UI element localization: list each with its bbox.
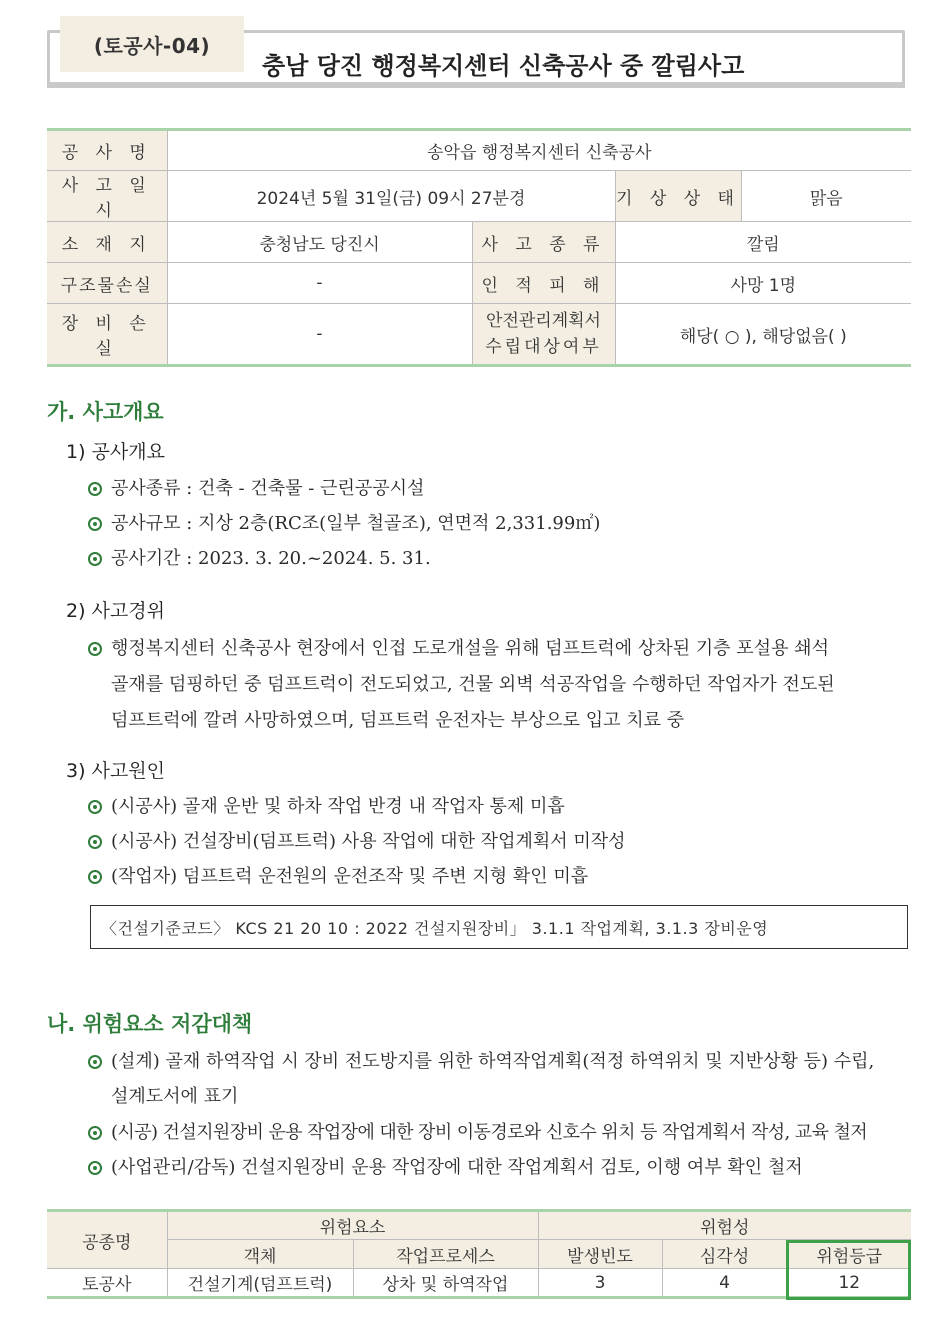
project-period-text: 공사기간 : 2023. 3. 20.~2024. 5. 31. [111,548,431,569]
cell-work-type: 토공사 [47,1269,167,1298]
list-item [88,1044,926,1114]
subsection-1-title: 1) 공사개요 [66,441,165,463]
list-item [88,506,600,541]
cause-text: (작업자) 덤프트럭 운전원의 운전조작 및 주변 지형 확인 미흡 [111,866,589,887]
circle-bullet-icon [88,517,102,531]
header-work-type: 공종명 [47,1211,167,1269]
circle-bullet-icon [88,552,102,566]
section-b-title: 나. 위험요소 저감대책 [47,1012,253,1036]
cell-grade: 12 [787,1269,911,1298]
section-a-title: 가. 사고개요 [47,400,164,424]
accident-type-value: 깔림 [615,222,911,263]
weather-value: 맑음 [741,171,911,222]
equipment-loss-value: - [167,304,472,366]
subsection-2-title: 2) 사고경위 [66,600,165,622]
safety-plan-label-line1: 안전관리계획서 [486,311,601,331]
table-header-row [47,1211,911,1240]
header-frequency: 발생빈도 [538,1240,662,1269]
cell-frequency: 3 [538,1269,662,1298]
header-severity: 심각성 [662,1240,787,1269]
circle-bullet-icon [88,1126,102,1140]
table-row [47,304,911,366]
list-item [88,1115,867,1150]
safety-plan-label-line2: 수립대상여부 [485,337,602,357]
list-item [88,541,431,576]
table-row [47,1269,911,1298]
weather-label: 기 상 상 태 [615,171,741,222]
accident-type-label: 사 고 종 류 [472,222,615,263]
circle-bullet-icon [88,1161,102,1175]
table-row [47,222,911,263]
table-row [47,130,911,171]
list-item [88,859,588,894]
location-label: 소 재 지 [47,222,167,263]
header-hazard: 위험요소 [167,1211,538,1240]
header-grade: 위험등급 [787,1240,911,1269]
accident-history-line: 골재를 덤핑하던 중 덤프트럭이 전도되었고, 건물 외벽 석공작업을 수행하던 작업자가 전도된 [111,674,835,695]
accident-history-text [111,631,916,739]
structure-loss-label: 구조물손실 [47,263,167,304]
list-item [88,789,565,824]
header-object: 객체 [167,1240,353,1269]
table-row [47,263,911,304]
measure-line: (설계) 골재 하역작업 시 장비 전도방지를 위한 하역작업계획(적정 하역위치 및 지반상황 등) 수립, [111,1051,875,1072]
cause-text: (시공사) 골재 운반 및 하차 작업 반경 내 작업자 통제 미흡 [111,796,565,817]
risk-assessment-table [47,1209,911,1299]
safety-plan-label [472,304,615,366]
project-name-label: 공 사 명 [47,130,167,171]
header-risk: 위험성 [538,1211,911,1240]
safety-plan-value: 해당( ○ ), 해당없음( ) [615,304,911,366]
table-row [47,171,911,222]
measure-design-text [111,1044,926,1114]
measure-construction-text: (시공) 건설지원장비 운용 작업장에 대한 장비 이동경로와 신호수 위치 등 작업계획서 작성, 교육 철저 [111,1122,868,1143]
cell-object: 건설기계(덤프트럭) [167,1269,353,1298]
circle-bullet-icon [88,642,102,656]
circle-bullet-icon [88,800,102,814]
circle-bullet-icon [88,1055,102,1069]
case-code: (토공사-04) [60,16,244,72]
construction-standard-box: 〈건설기준코드〉 KCS 21 20 10 : 2022 건설지원장비」 3.1.1 작업계획, 3.1.3 장비운영 [90,905,908,949]
list-item [88,1150,803,1185]
cell-severity: 4 [662,1269,787,1298]
circle-bullet-icon [88,835,102,849]
equipment-loss-label: 장 비 손 실 [47,304,167,366]
accident-history-line: 행정복지센터 신축공사 현장에서 인접 도로개설을 위해 덤프트럭에 상차된 기층 포설용 쇄석 [111,638,829,659]
list-item [88,824,626,859]
subsection-3-title: 3) 사고원인 [66,760,165,782]
cause-text: (시공사) 건설장비(덤프트럭) 사용 작업에 대한 작업계획서 미작성 [111,831,626,852]
location-value: 충청남도 당진시 [167,222,472,263]
accident-info-table [47,128,911,367]
structure-loss-value: - [167,263,472,304]
list-item [88,471,424,506]
project-name-value: 송악읍 행정복지센터 신축공사 [167,130,911,171]
cell-process: 상차 및 하역작업 [353,1269,538,1298]
date-value: 2024년 5월 31일(금) 09시 27분경 [167,171,615,222]
page-title: 충남 당진 행정복지센터 신축공사 중 깔림사고 [262,52,745,80]
measure-line: 설계도서에 표기 [111,1086,239,1107]
header-process: 작업프로세스 [353,1240,538,1269]
accident-history-line: 덤프트럭에 깔려 사망하였으며, 덤프트럭 운전자는 부상으로 입고 치료 중 [111,710,685,731]
measure-supervision-text: (사업관리/감독) 건설지원장비 운용 작업장에 대한 작업계획서 검토, 이행 여부 확인 철저 [111,1157,803,1178]
list-item [88,631,916,739]
date-label: 사 고 일 시 [47,171,167,222]
project-type-text: 공사종류 : 건축 - 건축물 - 근린공공시설 [111,478,425,499]
circle-bullet-icon [88,870,102,884]
project-scale-text: 공사규모 : 지상 2층(RC조(일부 철골조), 연면적 2,331.99㎡) [111,513,601,534]
casualty-label: 인 적 피 해 [472,263,615,304]
casualty-value: 사망 1명 [615,263,911,304]
circle-bullet-icon [88,482,102,496]
table-header-row [47,1240,911,1269]
